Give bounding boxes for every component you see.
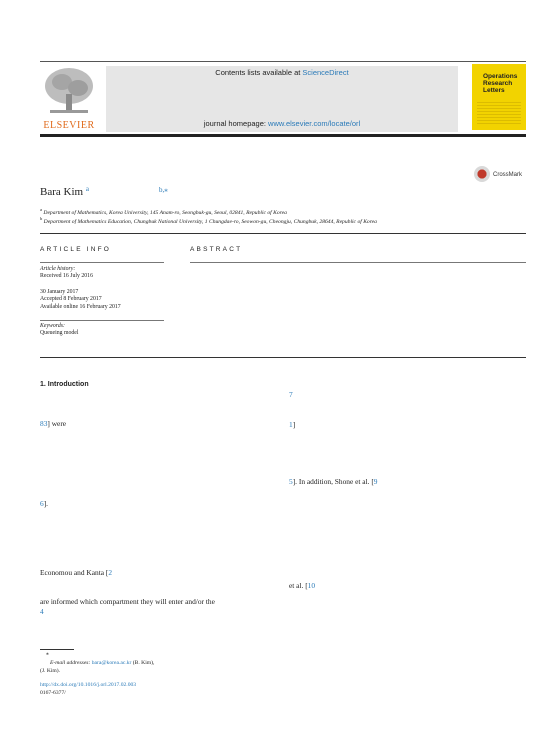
citation-link[interactable]: 5 [289, 477, 293, 486]
fragment-text: Economou and Kanta [ [40, 568, 109, 577]
left-col-fragment-1 [40, 419, 66, 428]
footnote-emails [50, 660, 154, 668]
citation-link[interactable]: 7 [289, 390, 293, 399]
author-affiliation-b[interactable]: b,⁎ [159, 186, 168, 194]
abstract-heading: ABSTRACT [190, 246, 243, 253]
article-history [40, 266, 93, 281]
title-block-rule [40, 233, 526, 234]
article-dates [40, 289, 121, 311]
fragment-text: ]. [43, 499, 49, 508]
crossmark-icon[interactable] [474, 166, 490, 182]
keywords [40, 323, 78, 338]
author-affiliation-a[interactable]: a [85, 185, 89, 193]
crossmark-label[interactable]: CrossMark [493, 172, 523, 178]
email-owner: (B. Kim), [131, 660, 155, 666]
email-link[interactable]: bara@korea.ac.kr [91, 660, 132, 666]
issn-text: 0167-6377/ [40, 690, 66, 696]
affiliation-b-marker: b [40, 216, 43, 221]
fragment-text: ]. In addition, Shone et al. [ [292, 477, 374, 486]
abstract-rule [190, 262, 526, 263]
received-date: Received 16 July 2016 [40, 273, 93, 280]
history-label: Article history: [40, 266, 76, 272]
journal-cover-texture [477, 100, 521, 126]
right-col-fragment-2 [289, 420, 295, 429]
affiliation-a [40, 207, 287, 216]
fragment-text: ] were [47, 419, 67, 428]
affiliation-a-text: Department of Mathematics, Korea University, 145 Anam-ro, Seongbuk-gu, Seoul, 02841, Republic of Korea [43, 209, 287, 216]
header-bottom-rule [40, 134, 526, 137]
section-heading-introduction: 1. Introduction [40, 381, 89, 388]
footnote-rule [40, 649, 74, 650]
accepted-date: Accepted 8 February 2017 [40, 296, 102, 303]
header-top-rule [40, 61, 526, 62]
fragment-text: et al. [ [289, 581, 308, 590]
author-line [40, 185, 89, 198]
keywords-label: Keywords: [40, 323, 65, 329]
citation-link[interactable]: 9 [373, 477, 378, 486]
journal-homepage-line [106, 119, 458, 128]
revised-date: 30 January 2017 [40, 289, 79, 295]
abstract-bottom-rule [40, 357, 526, 358]
left-col-fragment-3 [40, 568, 112, 577]
author-name: Bara Kim [40, 186, 84, 198]
affiliation-b [40, 216, 377, 225]
citation-link[interactable]: 10 [307, 581, 316, 590]
online-date: Available online 16 February 2017 [40, 303, 121, 310]
right-col-fragment-4 [289, 581, 315, 590]
contents-prefix: Contents lists available at [215, 68, 303, 77]
citation-link[interactable]: 2 [108, 568, 113, 577]
doi-link[interactable]: http://dx.doi.org/10.1016/j.orl.2017.02.003 [40, 682, 137, 688]
article-info-heading: ARTICLE INFO [40, 246, 112, 253]
left-col-fragment-4: are informed which compartment they will enter and/or the [40, 597, 215, 606]
article-info-rule [40, 262, 164, 263]
elsevier-wordmark: ELSEVIER [43, 120, 95, 131]
email-label: E-mail addresses: [50, 660, 91, 666]
journal-prefix: journal homepage: [203, 119, 269, 128]
citation-link[interactable]: 4 [40, 607, 44, 616]
footnote-jkim: (J. Kim). [40, 668, 61, 674]
citation-link[interactable]: 83 [40, 419, 48, 428]
contents-line [106, 68, 458, 77]
affiliation-b-text: Department of Mathematics Education, Chungbuk National University, 1 Chungdae-ro, Seowon-gu, Cheongju, Chungbuk, 28644, Republic of Korea [43, 218, 377, 225]
journal-homepage-link[interactable]: www.elsevier.com/locate/orl [268, 119, 361, 128]
footnote-star: ⁎ [46, 651, 49, 657]
journal-cover-title: Operations Research Letters [483, 73, 518, 94]
citation-link[interactable]: 1 [289, 420, 293, 429]
right-col-fragment-3 [289, 477, 377, 486]
affiliation-a-marker: a [40, 207, 42, 212]
sciencedirect-link[interactable]: ScienceDirect [302, 68, 349, 77]
fragment-text: ] [292, 420, 296, 429]
keyword-item: Queueing model [40, 330, 79, 337]
keywords-rule [40, 320, 164, 321]
left-col-fragment-2 [40, 499, 48, 508]
citation-link[interactable]: 6 [40, 499, 44, 508]
